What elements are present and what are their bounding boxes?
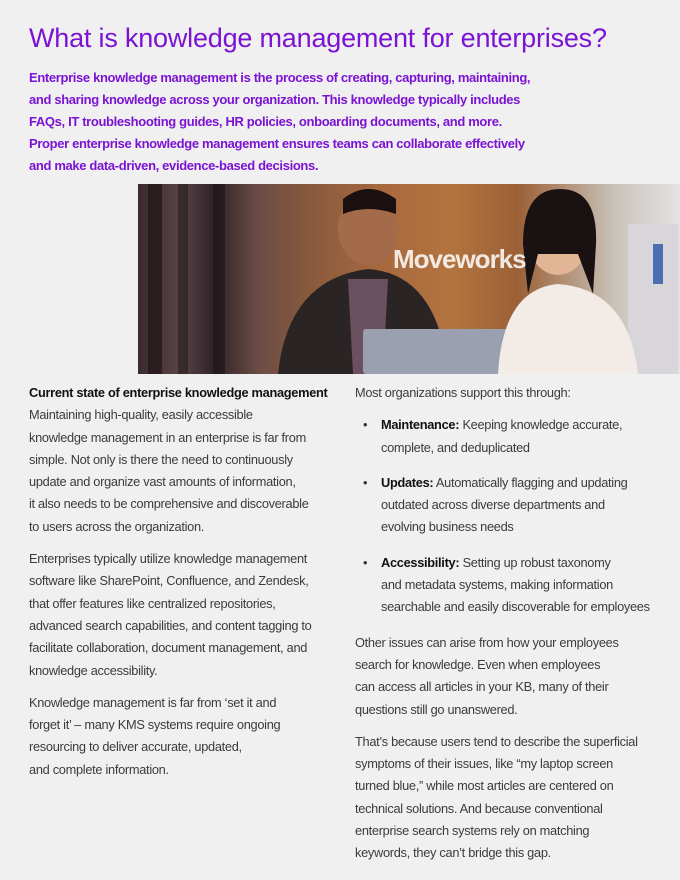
- moveworks-sign: Moveworks: [393, 244, 526, 274]
- list-item: [355, 414, 677, 459]
- paragraph: Knowledge management is far from ‘set it and forget it’ – many KMS systems require ongoing resourcing to deliver accurate, updated, and complete information.: [29, 694, 281, 777]
- list-item: [355, 552, 677, 619]
- bullet-term: Accessibility:: [381, 554, 460, 570]
- hero-photo: [138, 184, 680, 374]
- lead-paragraph: Most organizations support this through:: [355, 385, 571, 400]
- paragraph: That’s because users tend to describe the superficial symptoms of their issues, like “my laptop screen turned blue,” while most articles are centered on technical solutions. And because conventional enterprise search systems rely on matching keywords, they can’t bridge this gap.: [355, 733, 638, 861]
- bullet-term: Updates:: [381, 474, 434, 490]
- list-item: [355, 472, 677, 539]
- page-title: What is knowledge management for enterprises?: [29, 23, 607, 53]
- bullet-term: Maintenance:: [381, 417, 460, 433]
- paragraph: Enterprises typically utilize knowledge management software like SharePoint, Confluence, and Zendesk, that offer features like centralized repositories, advanced search capabilities, and content tagging to facilitate collaboration, document management, and knowledge accessibility.: [29, 551, 312, 678]
- bullet-text: Automatically flagging and updating outdated across diverse departments and evolving business needs: [381, 474, 628, 535]
- paragraph: Other issues can arise from how your employees search for knowledge. Even when employees can access all articles in your KB, many of their questions still go unanswered.: [355, 634, 619, 717]
- section-heading: Current state of enterprise knowledge management: [29, 385, 328, 400]
- bullet-icon: •: [363, 474, 368, 490]
- bullet-icon: •: [363, 417, 368, 433]
- intro-paragraph: Enterprise knowledge management is the process of creating, capturing, maintaining, and sharing knowledge across your organization. This knowledge typically includes FAQs, IT troubleshooting guides, HR policies, onboarding documents, and more. Proper enterprise knowledge management ensures teams can collaborate effectively and make data-driven, evidence-based decisions.: [29, 70, 531, 173]
- bullet-text: Setting up robust taxonomy and metadata systems, making information searchable and easily discoverable for employees: [381, 554, 650, 615]
- photo-people-illustration: [138, 184, 680, 374]
- right-column: [355, 382, 677, 875]
- bullet-list: [355, 414, 677, 618]
- bullet-text: Keeping knowledge accurate, complete, and deduplicated: [381, 417, 623, 455]
- paragraph: Maintaining high-quality, easily accessible knowledge management in an enterprise is far from simple. Not only is there the need to continuously update and organize vast amounts of information, it also needs to be comprehensive and discoverable to users across the organization.: [29, 407, 309, 534]
- left-column: [29, 382, 347, 791]
- bullet-icon: •: [363, 554, 368, 570]
